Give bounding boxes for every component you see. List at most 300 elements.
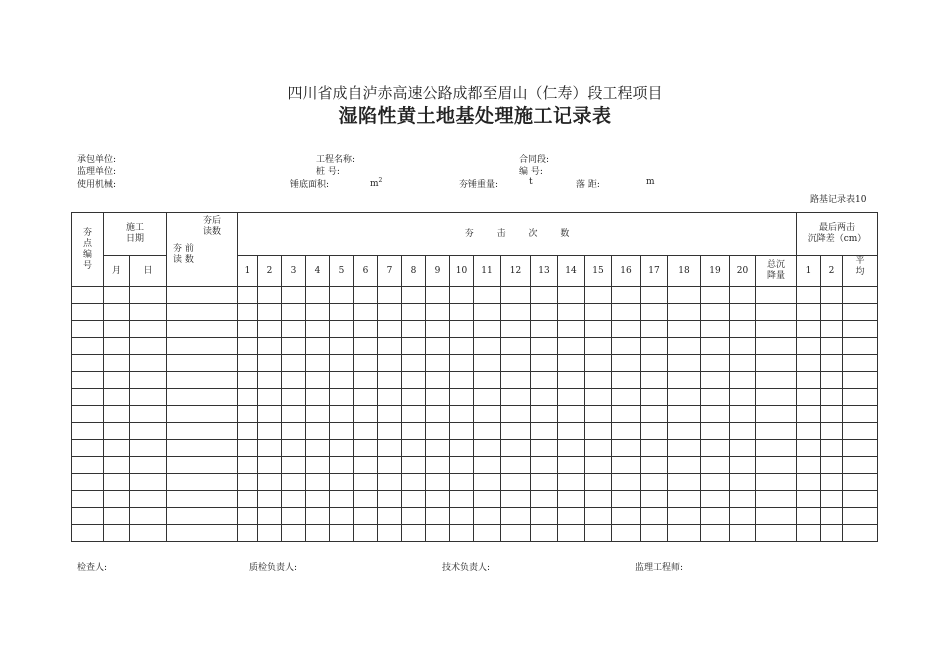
table-cell[interactable] <box>354 321 378 338</box>
table-cell[interactable] <box>306 355 330 372</box>
table-cell[interactable] <box>501 491 531 508</box>
table-cell[interactable] <box>821 338 843 355</box>
table-cell[interactable] <box>450 304 474 321</box>
table-cell[interactable] <box>402 508 426 525</box>
table-cell[interactable] <box>612 508 641 525</box>
table-cell[interactable] <box>306 508 330 525</box>
table-cell[interactable] <box>474 474 501 491</box>
table-cell[interactable] <box>258 321 282 338</box>
table-cell[interactable] <box>378 491 402 508</box>
table-cell[interactable] <box>558 525 585 542</box>
table-cell[interactable] <box>130 287 167 304</box>
table-cell[interactable] <box>821 474 843 491</box>
table-cell[interactable] <box>843 508 878 525</box>
table-cell[interactable] <box>238 491 258 508</box>
table-cell[interactable] <box>330 525 354 542</box>
table-cell[interactable] <box>258 389 282 406</box>
table-cell[interactable] <box>531 525 558 542</box>
table-cell[interactable] <box>531 474 558 491</box>
table-cell[interactable] <box>402 440 426 457</box>
table-cell[interactable] <box>426 474 450 491</box>
table-cell[interactable] <box>501 423 531 440</box>
table-cell[interactable] <box>612 287 641 304</box>
table-cell[interactable] <box>450 508 474 525</box>
table-cell[interactable] <box>238 423 258 440</box>
table-cell[interactable] <box>426 304 450 321</box>
table-cell[interactable] <box>474 321 501 338</box>
table-cell[interactable] <box>501 508 531 525</box>
table-cell[interactable] <box>756 355 797 372</box>
table-cell[interactable] <box>167 508 238 525</box>
table-cell[interactable] <box>843 440 878 457</box>
table-cell[interactable] <box>402 287 426 304</box>
table-cell[interactable] <box>701 423 730 440</box>
table-cell[interactable] <box>330 474 354 491</box>
table-cell[interactable] <box>130 457 167 474</box>
table-cell[interactable] <box>668 406 701 423</box>
table-cell[interactable] <box>378 287 402 304</box>
table-cell[interactable] <box>378 457 402 474</box>
table-cell[interactable] <box>701 321 730 338</box>
table-cell[interactable] <box>730 389 756 406</box>
table-cell[interactable] <box>282 457 306 474</box>
table-cell[interactable] <box>104 508 130 525</box>
table-cell[interactable] <box>821 440 843 457</box>
table-cell[interactable] <box>354 508 378 525</box>
table-cell[interactable] <box>756 321 797 338</box>
table-cell[interactable] <box>843 491 878 508</box>
table-cell[interactable] <box>641 423 668 440</box>
table-cell[interactable] <box>612 491 641 508</box>
table-cell[interactable] <box>104 372 130 389</box>
table-cell[interactable] <box>402 525 426 542</box>
table-cell[interactable] <box>306 372 330 389</box>
table-cell[interactable] <box>756 508 797 525</box>
table-cell[interactable] <box>474 355 501 372</box>
table-cell[interactable] <box>612 355 641 372</box>
table-cell[interactable] <box>797 525 821 542</box>
table-cell[interactable] <box>238 372 258 389</box>
table-cell[interactable] <box>797 338 821 355</box>
table-cell[interactable] <box>756 406 797 423</box>
table-cell[interactable] <box>558 287 585 304</box>
table-cell[interactable] <box>130 423 167 440</box>
table-cell[interactable] <box>450 457 474 474</box>
table-cell[interactable] <box>282 287 306 304</box>
table-cell[interactable] <box>730 525 756 542</box>
table-cell[interactable] <box>426 508 450 525</box>
table-cell[interactable] <box>450 338 474 355</box>
table-cell[interactable] <box>378 321 402 338</box>
table-cell[interactable] <box>701 372 730 389</box>
table-cell[interactable] <box>612 457 641 474</box>
table-cell[interactable] <box>306 406 330 423</box>
table-cell[interactable] <box>354 372 378 389</box>
table-cell[interactable] <box>72 287 104 304</box>
table-cell[interactable] <box>558 355 585 372</box>
table-cell[interactable] <box>306 440 330 457</box>
table-cell[interactable] <box>354 287 378 304</box>
table-cell[interactable] <box>612 304 641 321</box>
table-cell[interactable] <box>72 508 104 525</box>
table-cell[interactable] <box>585 389 612 406</box>
table-cell[interactable] <box>402 321 426 338</box>
table-cell[interactable] <box>668 389 701 406</box>
table-cell[interactable] <box>72 372 104 389</box>
table-cell[interactable] <box>402 491 426 508</box>
table-cell[interactable] <box>72 440 104 457</box>
table-cell[interactable] <box>238 508 258 525</box>
table-cell[interactable] <box>378 474 402 491</box>
table-cell[interactable] <box>450 321 474 338</box>
table-cell[interactable] <box>730 372 756 389</box>
table-cell[interactable] <box>378 389 402 406</box>
table-cell[interactable] <box>167 355 238 372</box>
table-cell[interactable] <box>821 355 843 372</box>
table-cell[interactable] <box>797 440 821 457</box>
table-cell[interactable] <box>756 440 797 457</box>
table-cell[interactable] <box>378 440 402 457</box>
table-cell[interactable] <box>701 457 730 474</box>
table-cell[interactable] <box>730 304 756 321</box>
table-cell[interactable] <box>843 287 878 304</box>
table-cell[interactable] <box>354 525 378 542</box>
table-cell[interactable] <box>354 338 378 355</box>
table-cell[interactable] <box>104 389 130 406</box>
table-cell[interactable] <box>843 338 878 355</box>
table-cell[interactable] <box>282 508 306 525</box>
table-cell[interactable] <box>501 406 531 423</box>
table-cell[interactable] <box>354 474 378 491</box>
table-cell[interactable] <box>282 321 306 338</box>
table-cell[interactable] <box>130 355 167 372</box>
table-cell[interactable] <box>104 287 130 304</box>
table-cell[interactable] <box>501 321 531 338</box>
table-cell[interactable] <box>612 321 641 338</box>
table-cell[interactable] <box>167 372 238 389</box>
table-cell[interactable] <box>330 423 354 440</box>
table-cell[interactable] <box>797 304 821 321</box>
table-cell[interactable] <box>258 440 282 457</box>
table-cell[interactable] <box>306 389 330 406</box>
table-cell[interactable] <box>821 525 843 542</box>
table-cell[interactable] <box>797 457 821 474</box>
table-cell[interactable] <box>730 508 756 525</box>
table-cell[interactable] <box>474 423 501 440</box>
table-cell[interactable] <box>167 321 238 338</box>
table-cell[interactable] <box>282 491 306 508</box>
table-cell[interactable] <box>797 474 821 491</box>
table-cell[interactable] <box>531 355 558 372</box>
table-cell[interactable] <box>585 287 612 304</box>
table-cell[interactable] <box>306 423 330 440</box>
table-cell[interactable] <box>585 338 612 355</box>
table-cell[interactable] <box>585 440 612 457</box>
table-cell[interactable] <box>641 389 668 406</box>
table-cell[interactable] <box>501 355 531 372</box>
table-cell[interactable] <box>104 304 130 321</box>
table-cell[interactable] <box>238 321 258 338</box>
table-cell[interactable] <box>501 457 531 474</box>
table-cell[interactable] <box>426 355 450 372</box>
table-cell[interactable] <box>641 457 668 474</box>
table-cell[interactable] <box>612 338 641 355</box>
table-cell[interactable] <box>72 474 104 491</box>
table-cell[interactable] <box>104 423 130 440</box>
table-cell[interactable] <box>641 338 668 355</box>
table-cell[interactable] <box>531 304 558 321</box>
table-cell[interactable] <box>378 423 402 440</box>
table-cell[interactable] <box>730 423 756 440</box>
table-cell[interactable] <box>72 355 104 372</box>
table-cell[interactable] <box>426 389 450 406</box>
table-cell[interactable] <box>450 423 474 440</box>
table-cell[interactable] <box>641 304 668 321</box>
table-cell[interactable] <box>501 525 531 542</box>
table-cell[interactable] <box>474 457 501 474</box>
table-cell[interactable] <box>167 389 238 406</box>
table-cell[interactable] <box>72 457 104 474</box>
table-cell[interactable] <box>843 304 878 321</box>
table-cell[interactable] <box>797 372 821 389</box>
table-cell[interactable] <box>612 440 641 457</box>
table-cell[interactable] <box>756 423 797 440</box>
table-cell[interactable] <box>843 321 878 338</box>
table-cell[interactable] <box>558 423 585 440</box>
table-cell[interactable] <box>306 287 330 304</box>
table-cell[interactable] <box>730 474 756 491</box>
table-cell[interactable] <box>558 474 585 491</box>
table-cell[interactable] <box>167 406 238 423</box>
table-cell[interactable] <box>104 440 130 457</box>
table-cell[interactable] <box>756 389 797 406</box>
table-cell[interactable] <box>701 525 730 542</box>
table-cell[interactable] <box>756 457 797 474</box>
table-cell[interactable] <box>585 491 612 508</box>
table-cell[interactable] <box>130 389 167 406</box>
table-cell[interactable] <box>378 508 402 525</box>
table-cell[interactable] <box>501 287 531 304</box>
table-cell[interactable] <box>238 304 258 321</box>
table-cell[interactable] <box>167 423 238 440</box>
table-cell[interactable] <box>354 406 378 423</box>
table-cell[interactable] <box>756 304 797 321</box>
table-cell[interactable] <box>258 372 282 389</box>
table-cell[interactable] <box>72 304 104 321</box>
table-cell[interactable] <box>258 457 282 474</box>
table-cell[interactable] <box>843 474 878 491</box>
table-cell[interactable] <box>668 355 701 372</box>
table-cell[interactable] <box>843 389 878 406</box>
table-cell[interactable] <box>730 338 756 355</box>
table-cell[interactable] <box>701 474 730 491</box>
table-cell[interactable] <box>531 406 558 423</box>
table-cell[interactable] <box>330 372 354 389</box>
table-cell[interactable] <box>474 287 501 304</box>
table-cell[interactable] <box>558 508 585 525</box>
table-cell[interactable] <box>474 406 501 423</box>
table-cell[interactable] <box>258 338 282 355</box>
table-cell[interactable] <box>426 491 450 508</box>
table-cell[interactable] <box>72 423 104 440</box>
table-cell[interactable] <box>167 287 238 304</box>
table-cell[interactable] <box>843 372 878 389</box>
table-cell[interactable] <box>821 372 843 389</box>
table-cell[interactable] <box>426 457 450 474</box>
table-cell[interactable] <box>258 508 282 525</box>
table-cell[interactable] <box>668 321 701 338</box>
table-cell[interactable] <box>531 372 558 389</box>
table-cell[interactable] <box>701 287 730 304</box>
table-cell[interactable] <box>474 508 501 525</box>
table-cell[interactable] <box>501 440 531 457</box>
table-cell[interactable] <box>756 287 797 304</box>
table-cell[interactable] <box>730 355 756 372</box>
table-cell[interactable] <box>821 321 843 338</box>
table-cell[interactable] <box>668 440 701 457</box>
table-cell[interactable] <box>72 491 104 508</box>
table-cell[interactable] <box>330 338 354 355</box>
table-cell[interactable] <box>843 406 878 423</box>
table-cell[interactable] <box>258 287 282 304</box>
table-cell[interactable] <box>104 457 130 474</box>
table-cell[interactable] <box>402 389 426 406</box>
table-cell[interactable] <box>558 406 585 423</box>
table-cell[interactable] <box>104 355 130 372</box>
table-cell[interactable] <box>354 389 378 406</box>
table-cell[interactable] <box>797 287 821 304</box>
table-cell[interactable] <box>282 440 306 457</box>
table-cell[interactable] <box>558 491 585 508</box>
table-cell[interactable] <box>238 287 258 304</box>
table-cell[interactable] <box>167 457 238 474</box>
table-cell[interactable] <box>501 304 531 321</box>
table-cell[interactable] <box>730 321 756 338</box>
table-cell[interactable] <box>531 321 558 338</box>
table-cell[interactable] <box>821 508 843 525</box>
table-cell[interactable] <box>426 406 450 423</box>
table-cell[interactable] <box>167 525 238 542</box>
table-cell[interactable] <box>130 406 167 423</box>
table-cell[interactable] <box>701 338 730 355</box>
table-cell[interactable] <box>501 372 531 389</box>
table-cell[interactable] <box>668 457 701 474</box>
table-cell[interactable] <box>797 423 821 440</box>
table-cell[interactable] <box>130 321 167 338</box>
table-cell[interactable] <box>167 338 238 355</box>
table-cell[interactable] <box>668 491 701 508</box>
table-cell[interactable] <box>402 474 426 491</box>
table-cell[interactable] <box>426 440 450 457</box>
table-cell[interactable] <box>426 287 450 304</box>
table-cell[interactable] <box>756 491 797 508</box>
table-cell[interactable] <box>450 406 474 423</box>
table-cell[interactable] <box>330 406 354 423</box>
table-cell[interactable] <box>426 321 450 338</box>
table-cell[interactable] <box>797 355 821 372</box>
table-cell[interactable] <box>104 491 130 508</box>
table-cell[interactable] <box>130 474 167 491</box>
table-cell[interactable] <box>558 440 585 457</box>
table-cell[interactable] <box>474 389 501 406</box>
table-cell[interactable] <box>238 457 258 474</box>
table-cell[interactable] <box>558 321 585 338</box>
table-cell[interactable] <box>531 491 558 508</box>
table-cell[interactable] <box>402 338 426 355</box>
table-cell[interactable] <box>378 525 402 542</box>
table-cell[interactable] <box>612 474 641 491</box>
table-cell[interactable] <box>531 440 558 457</box>
table-cell[interactable] <box>330 389 354 406</box>
table-cell[interactable] <box>330 508 354 525</box>
table-cell[interactable] <box>843 525 878 542</box>
table-cell[interactable] <box>282 525 306 542</box>
table-cell[interactable] <box>843 423 878 440</box>
table-cell[interactable] <box>797 389 821 406</box>
table-cell[interactable] <box>238 525 258 542</box>
table-cell[interactable] <box>282 423 306 440</box>
table-cell[interactable] <box>450 440 474 457</box>
table-cell[interactable] <box>426 525 450 542</box>
table-cell[interactable] <box>821 304 843 321</box>
table-cell[interactable] <box>641 440 668 457</box>
table-cell[interactable] <box>282 389 306 406</box>
table-cell[interactable] <box>402 406 426 423</box>
table-cell[interactable] <box>585 355 612 372</box>
table-cell[interactable] <box>130 525 167 542</box>
table-cell[interactable] <box>167 474 238 491</box>
table-cell[interactable] <box>474 491 501 508</box>
table-cell[interactable] <box>402 355 426 372</box>
table-cell[interactable] <box>585 372 612 389</box>
table-cell[interactable] <box>531 457 558 474</box>
table-cell[interactable] <box>641 525 668 542</box>
table-cell[interactable] <box>378 304 402 321</box>
table-cell[interactable] <box>501 338 531 355</box>
table-cell[interactable] <box>450 372 474 389</box>
table-cell[interactable] <box>258 525 282 542</box>
table-cell[interactable] <box>641 287 668 304</box>
table-cell[interactable] <box>130 440 167 457</box>
table-cell[interactable] <box>531 389 558 406</box>
table-cell[interactable] <box>701 440 730 457</box>
table-cell[interactable] <box>585 304 612 321</box>
table-cell[interactable] <box>104 474 130 491</box>
table-cell[interactable] <box>821 406 843 423</box>
table-cell[interactable] <box>354 304 378 321</box>
table-cell[interactable] <box>426 372 450 389</box>
table-cell[interactable] <box>612 423 641 440</box>
table-cell[interactable] <box>668 372 701 389</box>
table-cell[interactable] <box>641 321 668 338</box>
table-cell[interactable] <box>531 287 558 304</box>
table-cell[interactable] <box>558 338 585 355</box>
table-cell[interactable] <box>558 389 585 406</box>
table-cell[interactable] <box>258 406 282 423</box>
table-cell[interactable] <box>72 338 104 355</box>
table-cell[interactable] <box>797 491 821 508</box>
table-cell[interactable] <box>668 474 701 491</box>
table-cell[interactable] <box>72 525 104 542</box>
table-cell[interactable] <box>821 389 843 406</box>
table-cell[interactable] <box>258 491 282 508</box>
table-cell[interactable] <box>402 457 426 474</box>
table-cell[interactable] <box>167 491 238 508</box>
table-cell[interactable] <box>821 491 843 508</box>
table-cell[interactable] <box>701 304 730 321</box>
table-cell[interactable] <box>701 355 730 372</box>
table-cell[interactable] <box>330 440 354 457</box>
